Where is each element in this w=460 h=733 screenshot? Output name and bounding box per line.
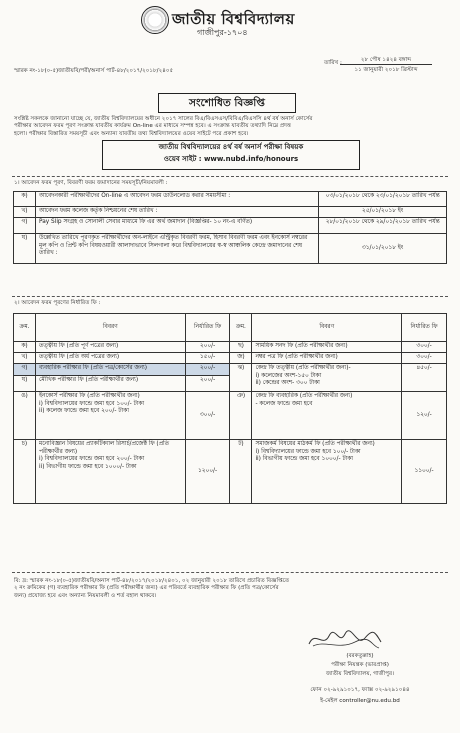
row-key: ঙ) (14, 392, 36, 440)
col-desc: বিবরণ (35, 314, 185, 342)
row-key: গ) (14, 218, 36, 234)
fee-table (13, 313, 447, 504)
row-desc-sub: ii) কলেজ ফান্ডে জমা হবে ২০০/- টাকা (38, 408, 129, 415)
section-divider (12, 572, 448, 573)
col-fee: নির্ধারিত ফি (185, 314, 230, 342)
table-row (14, 218, 447, 234)
row-desc: তত্ত্বীয় ফি (প্রতি অর্ধ পত্রের জন্য) (35, 353, 185, 364)
row-key: ট) (230, 440, 252, 504)
row-desc-sub: i) বিশ্ববিদ্যালয়ের ফান্ডে জমা হবে ২০০/- টাকা (38, 456, 145, 463)
row-fee: ১২০/- (402, 392, 447, 440)
row-fee: ৪৫০/- (402, 364, 447, 392)
row-desc-sub: i) বিশ্ববিদ্যালয়ের ফান্ডে জমা হবে ১০০/- টাকা (255, 448, 361, 455)
table-row (14, 392, 447, 440)
contact-phone: ফোন ০২-৯২৯১০১৭, ফ্যাক্স ০২-৯২৯১০৪৪ (310, 687, 410, 693)
info-box-line-1: জাতীয় বিশ্ববিদ্যালয়ের ৪র্থ বর্ষ অনার্স পরীক্ষা বিষয়ক (158, 143, 304, 151)
row-key: খ) (14, 353, 36, 364)
table-row (14, 364, 447, 376)
row-desc: সাময়িক সনদ ফি (প্রতি পরীক্ষার্থীর জন্য) (252, 342, 402, 353)
university-seal-icon (141, 6, 169, 34)
intro-text (14, 116, 448, 138)
col-serial: ক্রম. (14, 314, 36, 342)
note-text (14, 578, 448, 600)
row-desc-main: সমাজকর্ম বিষয়ের মাঠকর্ম ফি (প্রতি পরীক্ষার্থীর জন্য) (255, 441, 375, 447)
section-divider (12, 176, 448, 177)
table-row (14, 440, 447, 504)
row-desc (252, 392, 402, 440)
row-fee: ৩০০/- (402, 342, 447, 353)
row-value: ৩১/০১/২০১৮ ইং (319, 234, 447, 264)
row-desc: মৌখিক পরীক্ষার ফি (প্রতি পরীক্ষার্থীর জন্য) (35, 376, 185, 392)
row-desc-main: কেন্দ্র ফি তত্ত্বীয় (প্রতি পরীক্ষার্থীর জন্য)- (255, 365, 351, 371)
row-key: খ) (14, 207, 36, 218)
row-fee: ২০০/- (185, 376, 230, 392)
row-fee: ১১০০/- (402, 440, 447, 504)
date-label: তারিখ : (324, 60, 342, 66)
row-desc-sub: i) বিশ্ববিদ্যালয়ের ফান্ডে জমা হবে ১০০/- টাকা (38, 400, 145, 407)
table-row (14, 207, 447, 218)
university-name: জাতীয় বিশ্ববিদ্যালয় (172, 10, 295, 28)
intro-line-3: হলো। পরীক্ষার বিস্তারিত সময়সূচী এবং অন্যান্য যাবতীয় তথ্য বিশ্ববিদ্যালয়ের ওয়েব সাইটে পরে প্রকাশ হবে। (14, 130, 249, 137)
col-serial: ক্রম. (230, 314, 252, 342)
note-line-1: বি: দ্র: স্মারক নং-১৮(০-৫)জাতীয়বি/অনাস পার্ট-৪৮/২০১৭/২০১৮/২৪০১, ০২ জানুয়ারী ২০১৮ তারিখে প্রচারিত বিজ্ঞপ্তিতে (14, 578, 290, 584)
table-header-row (14, 314, 447, 342)
row-value: ২৮/০১/২০১৮ থেকে ২৯/০১/২০১৮ তারিখ পর্যন্ত (319, 218, 447, 234)
row-value: ০৩/০১/২০১৮ থেকে ২৩/০১/২০১৮ তারিখ পর্যন্ত (319, 192, 447, 207)
row-fee: ৩০০/- (402, 353, 447, 364)
signatory-name: (বরকতুল্লাহ) (346, 653, 374, 659)
row-key: ঘ) (14, 376, 36, 392)
row-key: ক) (14, 342, 36, 353)
row-desc-main: মনোবিজ্ঞান বিষয়ের প্র্যাকটিক্যাল রিসার্চ/প্রজেক্ট ফি (প্রতি পরীক্ষার্থীর জন্য) (38, 441, 170, 455)
university-location: গাজীপুর-১৭০৪ (197, 28, 248, 37)
row-desc (35, 392, 185, 440)
row-key: চ) (14, 440, 36, 504)
row-desc (35, 440, 185, 504)
date-bangla: ২৮ পৌষ ১৪২৪ বঙ্গাব্দ (340, 57, 432, 65)
col-desc: বিবরণ (252, 314, 402, 342)
row-key: ঞ) (230, 392, 252, 440)
row-desc (252, 364, 402, 392)
row-desc-main: কেন্দ্র ফি ব্যবহারিক (প্রতি পরীক্ষার্থীর জন্য) (255, 393, 353, 399)
row-desc-sub: ii) বিভাগীয় ফান্ডে জমা হবে ১০০০/- টাকা (255, 456, 353, 463)
contact-email: ই-মেইল controller@nu.edu.bd (320, 698, 400, 704)
row-desc: আবেদনকারী পরীক্ষার্থীদের On-line এ আবেদন ফরম ডাউনলোড করার সময়সীমা : (35, 192, 318, 207)
intro-line-2: পরীক্ষার আবেদন ফরম পূরণ সংক্রান্ত যাবতীয় কার্যক্রম On-line এর মাধ্যমে সম্পন্ন হবে। এ সংক্রান্ত যাবতীয় তথ্যাদি নিম্নে প্রদত্ত (14, 123, 291, 130)
schedule-table (13, 191, 447, 264)
signature-icon (305, 626, 385, 652)
col-fee: নির্ধারিত ফি (402, 314, 447, 342)
table-row (14, 234, 447, 264)
section1-heading: ১। আবেদন ফরম পূরণ, বিবরণী ফরম জমাদানের সময়সূচী/নিয়মাবলী : (14, 180, 168, 186)
row-desc: উল্লেখিত তারিখে পূরণকৃত পরীক্ষার্থীদের অন-লাইনে এন্ট্রিকৃত বিবরণী ফরম, হিসাব বিবরণী ফরম এবং ইনকোর্স নম্বরের মূল কপি ও প্রিন্ট কপি বিষয়ওয়ারী আলাদাভাবে সিলগালা করে বিশ্ববিদ্যালয়ের স্ব-স্ব আঞ্চলিক কেন্দ্রে জমাদানের শেষ তারিখ : (35, 234, 318, 264)
row-desc-sub: ii) কেন্দ্রের অংশ- ৩০০ টাকা (255, 380, 320, 387)
row-key: ঝ) (230, 364, 252, 392)
row-key: ঘ) (14, 234, 36, 264)
row-fee: ২০০/- (185, 364, 230, 376)
table-row (14, 342, 447, 353)
row-value: ২৫/০১/২০১৮ ইং (319, 207, 447, 218)
row-desc-sub: i) কলেজের অংশ-১৫০ টাকা (255, 372, 322, 379)
info-box-website: ওয়েব সাইট : www.nubd.info/honours (163, 155, 299, 163)
row-key: ছ) (230, 342, 252, 353)
date-english: ১১ জানুয়ারী ২০১৮ খ্রিস্টাব্দ (354, 67, 418, 73)
row-desc: আবেদন ফরম কলেজ কর্তৃক নিশ্চয়নের শেষ তারিখ : (35, 207, 318, 218)
table-row (14, 353, 447, 364)
row-key: গ) (14, 364, 36, 376)
note-line-3: জন্য) প্রযোজ্য হবে এবং অন্যান্য নিয়মাবলী ও শর্ত বহাল থাকবে। (14, 592, 157, 599)
row-fee: ১৫০/- (185, 353, 230, 364)
row-key: জ) (230, 353, 252, 364)
row-desc-sub: ii) বিভাগীয় ফান্ডে জমা হবে ১০০০/- টাকা (38, 463, 137, 470)
signatory-designation: পরীক্ষা নিয়ন্ত্রক (ভারপ্রাপ্ত) (331, 662, 389, 668)
row-desc (252, 440, 402, 504)
row-desc: তত্ত্বীয় ফি (প্রতি পূর্ণ পত্রের জন্য) (35, 342, 185, 353)
website-info-box (102, 140, 360, 170)
row-fee: ২০০/- (185, 342, 230, 353)
section2-heading: ২। আবেদন ফরম পূরণের নির্ধারিত ফি : (14, 300, 101, 306)
row-desc: নম্বর পত্র ফি (প্রতি পরীক্ষার্থীর জন্য) (252, 353, 402, 364)
row-desc-sub: - কলেজ ফান্ডে জমা হবে (255, 400, 313, 407)
signatory-org: জাতীয় বিশ্ববিদ্যালয়, গাজীপুর। (325, 671, 395, 677)
row-fee: ১২০০/- (185, 440, 230, 504)
notice-title: সংশোধিত বিজ্ঞপ্তি (158, 93, 296, 113)
section-divider (12, 296, 448, 297)
row-key: ক) (14, 192, 36, 207)
row-desc-highlighted: ব্যবহারিক পরীক্ষার ফি (প্রতি পত্র/কোর্সের জন্য) (35, 364, 185, 376)
note-line-2: ২ নং ক্রমিকের (গ) ব্যবহারিক পরীক্ষার ফি (প্রতি পরীক্ষার্থীর জন্য) এর পরিবর্তে ব্যবহারিক পরীক্ষার ফি (প্রতি পত্র/কোর্সের (14, 585, 279, 592)
row-desc-main: ইনকোর্স পরীক্ষার ফি (প্রতি পরীক্ষার্থীর জন্য) (38, 393, 140, 399)
row-desc: Pay Slip সংগ্রহ ও সোনালী সেবার মাধ্যমে ফি এর অর্থ জমাদান (বিজ্ঞপ্তির- ১০ নং-এ বর্ণিত) (35, 218, 318, 234)
row-fee: ৩০০/- (185, 392, 230, 440)
table-row (14, 192, 447, 207)
memo-number: স্মারক নং-১৮(০-৫)জাতীয়বি/পরী/অনার্স পার্ট-৪৮/২০১৭/২০১৮/২৪০৫ (14, 68, 174, 74)
intro-line-1: সংশ্লিষ্ট সকলকে জানানো যাচ্ছে যে, জাতীয় বিশ্ববিদ্যালয়ের অধীনে ২০১৭ সালের বিএ/বিএসএস/বিবিএ/বিএসসি ৪র্থ বর্ষ অনার্স কোর্সের (14, 116, 313, 122)
